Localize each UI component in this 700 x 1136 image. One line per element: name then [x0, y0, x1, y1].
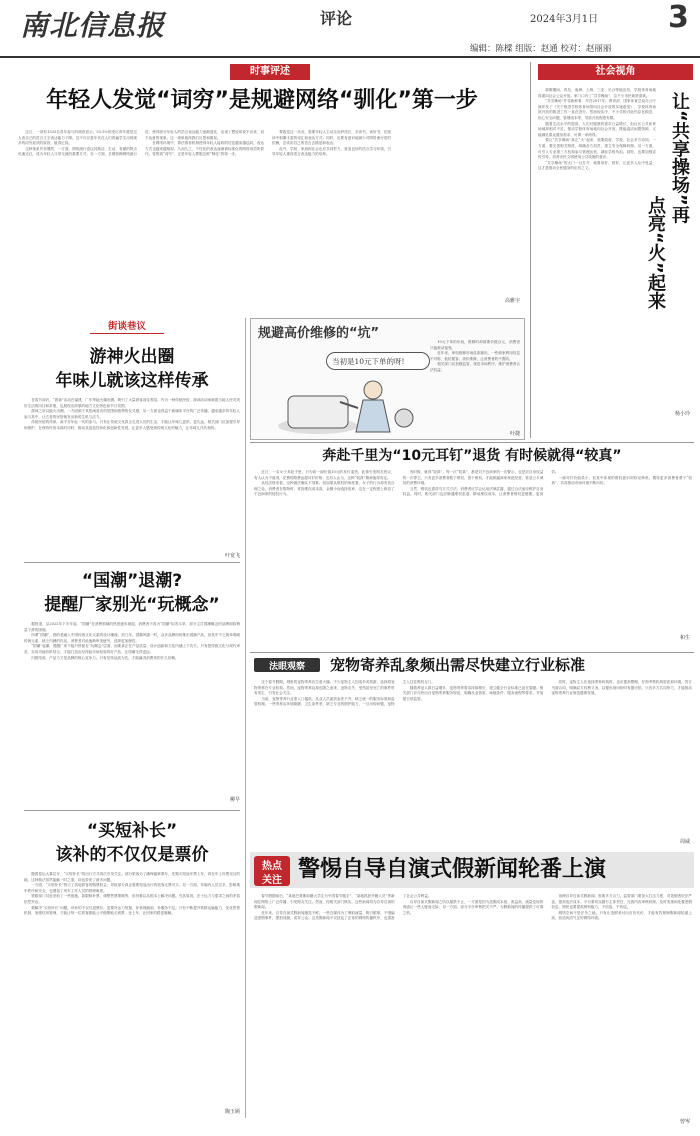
- law-section-byline: 周威: [679, 839, 690, 845]
- right-column-tag: 社会视角: [538, 64, 693, 80]
- cartoon-speech-text: 当初是10元下单的呀!: [332, 357, 405, 366]
- article1-divider: [24, 562, 240, 563]
- article2-divider: [24, 810, 240, 811]
- article1-title-b: 年味儿就该这样传承: [55, 371, 209, 391]
- right-column-byline: 杨小玲: [674, 411, 690, 417]
- hot-section-byline: 曾岑: [679, 1119, 690, 1125]
- article1-byline: 叶宽飞: [224, 553, 240, 559]
- article1-body: 在春节前后，“游神”活动在福建、广东等地火爆出圈，吸引了大量游客前往观赏。作为一种传统民俗，游神活动承载着当地人民对美好生活的向往和祈愿，也展现出浓厚的地方文化特色和节日氛围。 游神之所以能火出圈，一方面源于其热闹喜庆的氛围和独特的仪式感，另一方面也得益于新媒体平台的广泛传播。越来越多的年轻人参与其中，让古老的民俗焕发出新的生机与活力。 传统民俗的传承，离不开年轻一代的参与。只有让传统文化真正走进人们的生活，才能让年味儿更浓、更久远。相关部门应加强引导和保护，在保持民俗本真的同时，推动其创造性转化和创新性发展，让更多人感受到传统文化的魅力，让年味儿代代相传。: [24, 398, 240, 430]
- hot-section-tag-a: 热点: [262, 861, 282, 872]
- main-article-body: 这日，一项有1333名青年参与的调查显示，53.3%的受访青年感觉过人表自己的语言文字表达能力下降。这不仅仅是年代在人们普遍学生出现现多的词穷症状的原因，值得正视。 这种现象并非偶然，一方面，网络流行语以其简洁、生动、有趣的特点迅速走红，成为年轻人日常交流的重要方式；另一方面，长期依赖网络流行语，使得部分年轻人的语言表达能力逐渐退化，出现了想说却说不出来、词不达意的现象。这一现象值得我们反思和重视。 在网络环境中，算法推荐机制使得年轻人接收的信息越来越趋同，表达方式也越来越相似。久而久之，个性化的表达逐渐被标准化的网络用语所替代。觉察到“词穷”，正是年轻人摆脱这种“驯化”的第一步。 要改变这一状况，需要年轻人主动走出舒适区，多读书、读好书，在阅读中积累丰富的词汇和表达方式；同时，也要有意识地减少对网络流行语的依赖，尝试用自己的语言去描述和表达。 此外，学校、家庭和社会也应共同努力，营造良好的语言学习环境，引导年轻人重视语言表达能力的培养。: [18, 130, 391, 157]
- law-section-tag-text: 法眼观察: [268, 662, 305, 672]
- article2-body: 据报道，从2022年下半年起，“国潮”在消费领域的热度逐步减退，消费者不再为“国潮”标签买单，部分主打国潮概念的品牌面临销量下滑的困境。 所谓“国潮”，指的是融入中国传统文化元素的设计潮流。前几年，国潮风靡一时，众多品牌纷纷推出国潮产品，但其中不乏简单堆砌传统元素、缺乏内涵的作品。消费者对此逐渐审美疲劳，选择更加理性。 “国潮”退潮，提醒厂家不能只停留在“玩概念”层面，而要真正在产品质量、设计创新和文化内涵上下功夫。只有把传统文化与现代审美、实用功能有机结合，才能打造出经得起市场检验的好产品，让国潮走得更远。 归根结底，产品力才是品牌的核心竞争力。只有坚持品质为先，才能赢得消费者的长久信赖。: [24, 622, 240, 660]
- right-column-title-b: 点亮“火”起来: [645, 196, 666, 310]
- article1-title-a: 游神火出圈: [89, 347, 175, 367]
- hot-section-title: 警惕自导自演式假新闻轮番上演: [298, 857, 607, 882]
- issue-date: 2024年3月1日: [530, 14, 599, 25]
- article3-body: 随着春运大幕拉开，“买短补长”的出行方式再次引发关注。部分旅客为了确保能够乘车，先购买短途车票上车，再在车上补票至目的地。这种做法虽然能解一时之需，却也带来了诸多问题。 一方面，“买短补长”挤占了其他旅客的购票机会，导致部分真正需要短途出行的旅客无票可买；另一方面，车厢内人员过多，影响乘车秩序和安全，也增加了列车工作人员的管理难度。 铁路部门对此采取了一些措施，如限制补票、调整售票策略等，但仍难以从根本上解决问题。究其原因，在于运力与需求之间的矛盾依然突出。 要解决“买短补长”问题，该补的不仅仅是票价，更要补运力短板、补管理漏洞、补服务不足。只有不断提升铁路运输能力，优化售票机制，加强信用管理，才能让每一位旅客都能公平便捷地买到票、坐上车，让回家的路更顺畅。: [24, 872, 240, 916]
- law-section-body: 这个春节假期，城里的宠物寄养店生意火爆。不少宠物主人因返乡或旅游，选择将宠物寄养在专业机构。然而，宠物寄养乱象也随之而来，宠物走失、受伤甚至死亡的事件时有发生，引发社会关注。 当前，宠物寄养行业准入门槛低，从业人员素质参差不齐，缺乏统一的服务标准和监管机制。一些寄养店环境简陋、卫生条件差，缺乏专业的照护能力，一旦出现问题，宠物主人往往维权无门。 随着养宠人群日益增多，宠物寄养需求持续增长，建立健全行业标准已迫在眉睫。相关部门应尽快出台宠物寄养服务规范，明确从业资质、场地条件、服务流程等要求，并加强日常监管。 同时，宠物主人在选择寄养机构时，也应提高警惕，仔细考察机构资质和环境，签订书面合同，明确双方权利义务，以便出现纠纷时有据可依。只有多方共同努力，才能推动宠物寄养行业规范健康发展。: [254, 680, 692, 707]
- article3-title-a: “买短补长”: [86, 821, 178, 841]
- main-article-byline: 高雅宇: [504, 298, 520, 304]
- right-column-body: 寒假期间，青岛、南海、上海、三亚、长沙等地宣布，学校体育场地将面向社会公众开放。家门口有了“共享操场”，这不少市民欢呼喜欢。 “共享操场”并非新鲜事，早在2017年，教育部、国家体育总局办公厅就印发了《关于推进学校体育场馆向社会开放的实施意见》，学校体育场馆开放的推进工作一直在进行。然而现实中，不少学校对此仍存在顾虑，担心安全问题、管理成本等，导致开放程度有限。 随着生活水平的提高，人们对健康的需求日益增长，但社区公共体育场地却相对不足。推动学校体育场地向社会开放，既能盘活闲置资源，又能满足群众健身需求，可谓一举两得。 要让“共享操场”真正“火”起来，需要政府、学校、社会多方协同。一方面，要完善相关制度，明确各方权责，建立安全保障机制；另一方面，可引入专业第三方机构参与管理运营，减轻学校负担。同时，也要加强宣传引导，培养市民文明使用公共设施的意识。 “共享操场”的大门一旦打开，就要用好、管好，让更多人从中受益，这才是推动全民健身的应有之义。: [538, 88, 656, 171]
- cartoon-title: 规避高价维修的“坑”: [258, 326, 380, 341]
- cartoon-caption: 10元下单的东西，维修时却被要价数百元，消费者只能被动接受。 近年来，家电维修市场乱象频出，一些商家利用信息不对称，低价揽客、高价维修，让消费者防不胜防。 相关部门应加强监管，规范市场秩序，维护消费者合法权益。: [430, 340, 520, 372]
- earphone-article-title: 奔赴千里为“10元耳钉”退货 有时候就得“较真”: [322, 448, 622, 464]
- earphone-article-byline: 和生: [679, 635, 690, 641]
- law-section-title: 宠物寄养乱象频出需尽快建立行业标准: [330, 656, 586, 674]
- article2-title-b: 提醒厂家别光“玩概念”: [44, 595, 220, 615]
- earphone-top-rule: [250, 442, 694, 443]
- paper-name: 南北信息报: [20, 9, 166, 42]
- main-article-title: 年轻人发觉“词穷”是规避网络“驯化”第一步: [46, 88, 478, 113]
- law-top-rule: [250, 652, 694, 653]
- section-name: 评论: [320, 9, 353, 28]
- page-number: 3: [668, 0, 689, 35]
- article2-byline: 柳早: [229, 797, 240, 803]
- header-rule: [0, 56, 700, 58]
- cartoon-byline: 叶捷: [509, 431, 520, 437]
- right-column-title-a: 让“共享操场”再: [669, 92, 690, 224]
- cartoon-drawing: [258, 372, 428, 438]
- hot-section-tag-b: 关注: [262, 875, 282, 886]
- hot-section-body: 春节假期前后，“某地巴基斯坦籍大学生为中国春节题字”、“某地抓获外籍人员”等新闻在网络上广泛传播，引发网友关注。然而，经相关部门核实，这些新闻均为自导自演的假新闻。 近年来，自导自演式假新闻屡见不鲜。一些自媒体为了博取流量、吸引眼球，不惜编造虚假事件，摆拍视频，误导公众。这类假新闻不仅扰乱了正常的网络传播秩序，也损害了社会公共利益。 自导自演式假新闻之所以屡禁不止，一方面是因为造假成本低、收益高，流量变现的诱惑让一些人铤而走险；另一方面，部分平台审核把关不严，为假新闻的传播提供了可乘之机。 治理自导自演式假新闻，需要多方合力。监管部门要加大打击力度，对造假者依法严惩，提高违法成本；平台要切实履行主体责任，完善内容审核机制，及时发现和处置虚假信息；网民也要提高辨别能力，不信谣、不传谣。 网络空间不是法外之地。只有让造假者付出应有代价，才能有效遏制假新闻轮番上演，营造风清气正的网络环境。: [254, 894, 692, 921]
- main-article-tag: 时事评述: [230, 64, 310, 80]
- editors-line: 编辑：陈樑 组版：赵通 校对：赵丽丽: [470, 44, 612, 54]
- article3-byline: 陶玉顾: [224, 1109, 240, 1115]
- article3-title-b: 该补的不仅仅是票价: [55, 845, 209, 865]
- article2-title-a: “国潮”退潮?: [81, 571, 183, 591]
- earphone-article-body: 近日，一名女子奔赴千里，只为给一副价值10元的耳钉退货。此事引发网友热议，有人认为不值得，花费的路费远超耳钉价格；也有人认为，这种“较真”精神值得肯定。 从经济账来看，这种做法确实不划算。但如果从维权的角度看，女子的行为却有其合理之处。消费者在购物时，常因维权成本高、金额小而选择放弃，这在一定程度上纵容了不良商家的侵权行为。 有时候，就得“较真”。每一次“较真”，都是对不良商家的一次警示，也是对自身权益的一次捍卫。只有更多消费者敢于维权、善于维权，才能倒逼商家规范经营，营造公平诚信的消费环境。 当然，维权也需讲究方式方法。消费者应学会运用法律武器，通过合法途径维护自身权益。同时，相关部门也应畅通维权渠道，降低维权成本，让消费者维权更便捷、更高效。 一副耳钉价值虽小，但其中体现的维权意识却弥足珍贵。期待更多消费者勇于“较真”，共同推动市场环境不断向好。: [254, 470, 692, 497]
- street-column-tag: 街谈巷议: [90, 320, 164, 334]
- right-column-divider: [530, 62, 531, 438]
